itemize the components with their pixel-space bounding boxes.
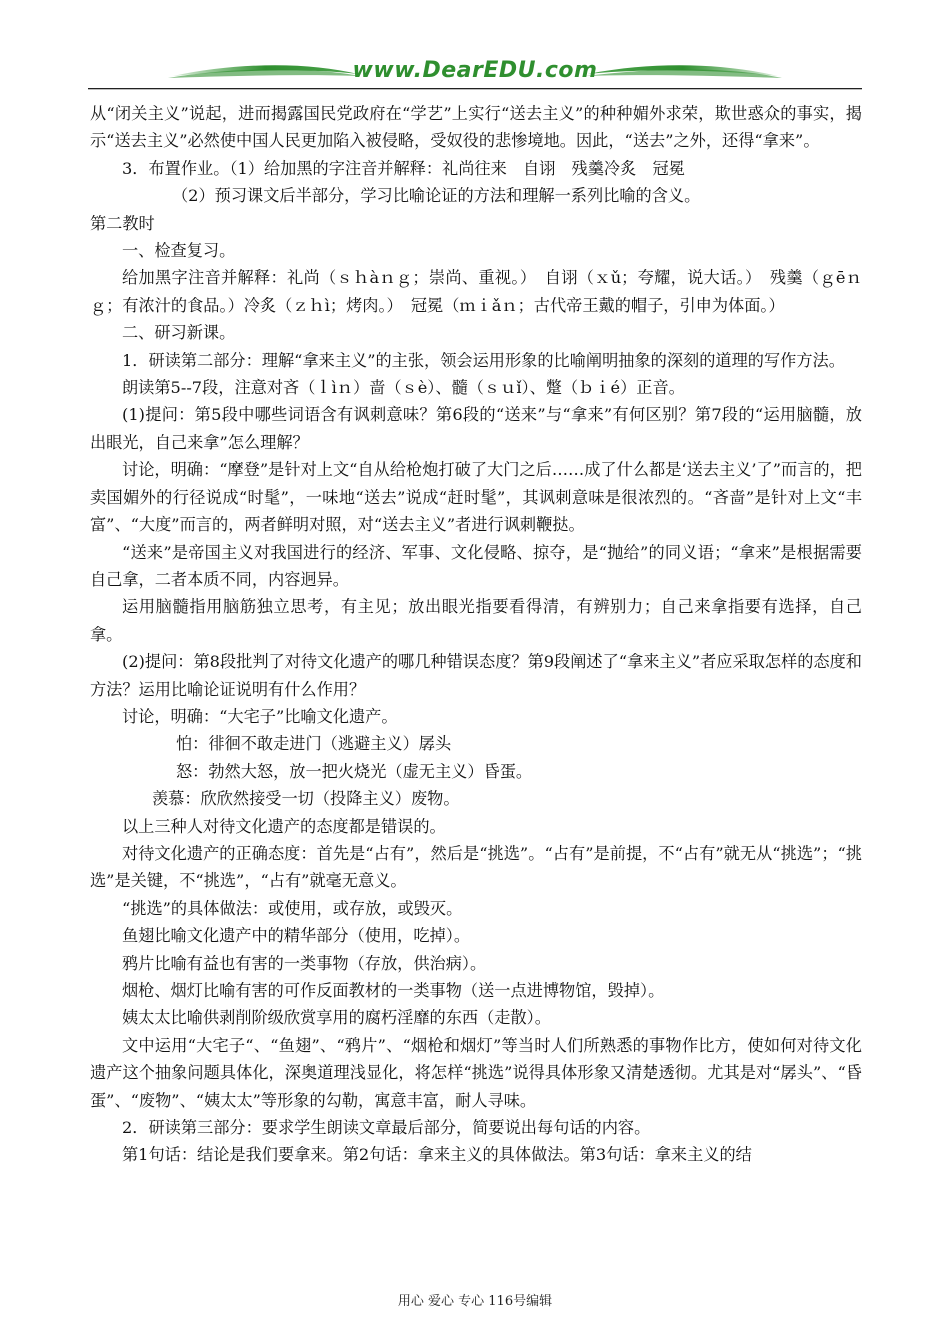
paragraph: (2)提问：第8段批判了对待文化遗产的哪几种错误态度？第9段阐述了“拿来主义”者应采取怎样的态度和方法？运用比喻论证说明有什么作用？ [90,652,862,699]
document-body [90,100,862,1169]
site-header [88,54,862,94]
paragraph: (1)提问：第5段中哪些词语含有讽刺意味？第6段的“送来”与“拿来”有何区别？第7段的“运用脑髓，放出眼光，自己来拿”怎么理解？ [90,405,862,452]
paragraph: 1．研读第二部分：理解“拿来主义”的主张，领会运用形象的比喻阐明抽象的深刻的道理的写作方法。 [122,350,845,370]
paragraph: “送来”是帝国主义对我国进行的经济、军事、文化侵略、掠夺，是“抛给”的同义语；“拿来”是根据需要自己拿，二者本质不同，内容迥异。 [90,542,862,589]
page-footer: 用心 爱心 专心 116号编辑 [397,1294,553,1309]
paragraph: 鱼翅比喻文化遗产中的精华部分（使用，吃掉）。 [122,926,471,946]
paragraph: （2）预习课文后半部分，学习比喻论证的方法和理解一系列比喻的含义。 [172,186,701,206]
paragraph: 二、研习新课。 [122,323,236,343]
paragraph: 姨太太比喻供剥削阶级欣赏享用的腐朽淫靡的东西（走散）。 [122,1008,551,1028]
paragraph: “挑选”的具体做法：或使用，或存放，或毁灭。 [122,898,463,918]
paragraph: 文中运用“大宅子“、“鱼翅”、“鸦片”、“烟枪和烟灯”等当时人们所熟悉的事物作比方，使如何对待文化遗产这个抽象问题具体化，深奥道理浅显化，将怎样“挑选”说得具体形象又清楚透彻。尤其是对“孱头”、“昏蛋”、“废物”、“姨太太”等形象的勾勒，寓意丰富，耐人寻味。 [90,1035,862,1110]
paragraph: 羡慕：欣欣然接受一切（投降主义）废物。 [152,789,460,809]
paragraph: 怕：徘徊不敢走进门（逃避主义）孱头 [176,734,452,754]
paragraph: 烟枪、烟灯比喻有害的可作反面教材的一类事物（送一点进博物馆，毁掉）。 [122,981,665,1000]
paragraph: 怒：勃然大怒，放一把火烧光（虚无主义）昏蛋。 [176,761,533,781]
paragraph: 鸦片比喻有益也有害的一类事物（存放，供治病）。 [122,953,487,973]
paragraph: 讨论，明确：“摩登”是针对上文“自从给枪炮打破了大门之后……成了什么都是‘送去主义’了”而言的，把卖国媚外的行径说成“时髦”，一味地“送去”说成“赶时髦”，其讽刺意味是很浓烈的。“吝啬”是针对上文“丰富”、“大度”而言的，两者鲜明对照，对“送去主义”者进行讽刺鞭挞。 [90,460,862,535]
paragraph: 3．布置作业。（1）给加黑的字注音并解释：礼尚往来 自诩 残羹冷炙 冠冕 [122,158,685,178]
paragraph: 第1句话：结论是我们要拿来。第2句话：拿来主义的具体做法。第3句话：拿来主义的结 [122,1145,752,1165]
paragraph: 2．研读第三部分：要求学生朗读文章最后部分，简要说出每句话的内容。 [122,1118,651,1138]
paragraph: 以上三种人对待文化遗产的态度都是错误的。 [122,816,446,836]
paragraph: 对待文化遗产的正确态度：首先是“占有”，然后是“挑选”。“占有”是前提，不“占有”就无从“挑选”；“挑选”是关键，不“挑选”，“占有”就毫无意义。 [90,843,862,891]
paragraph: 一、检查复习。 [122,241,236,261]
paragraph: 给加黑字注音并解释：礼尚（ｓｈàｎｇ；崇尚、重视。） 自诩（ｘǔ；夸耀，说大话。） 残羹（ｇēｎｇ；有浓汁的食品。）冷炙（ｚｈì；烤肉。） 冠冕（ｍｉǎｎ；古代帝王戴的帽子，引申为体面。） [90,268,862,315]
paragraph: 讨论，明确：“大宅子”比喻文化遗产。 [122,706,398,726]
paragraph: 运用脑髓指用脑筋独立思考，有主见；放出眼光指要看得清，有辨别力；自己来拿指要有选择，自己拿。 [90,597,862,644]
paragraph: 第二教时 [90,213,155,233]
paragraph: 朗读第5--7段，注意对吝（ｌìｎ）啬（ｓè）、髓（ｓｕǐ）、蹩（ｂｉé）正音。 [122,378,685,398]
site-logo-text: www.DearEDU.com [352,58,598,83]
paragraph: 从“闭关主义”说起，进而揭露国民党政府在“学艺”上实行“送去主义”的种种媚外求荣，欺世惑众的事实，揭示“送去主义”必然使中国人民更加陷入被侵略，受奴役的悲惨境地。因此，“送去”之外，还得“拿来”。 [90,104,862,151]
